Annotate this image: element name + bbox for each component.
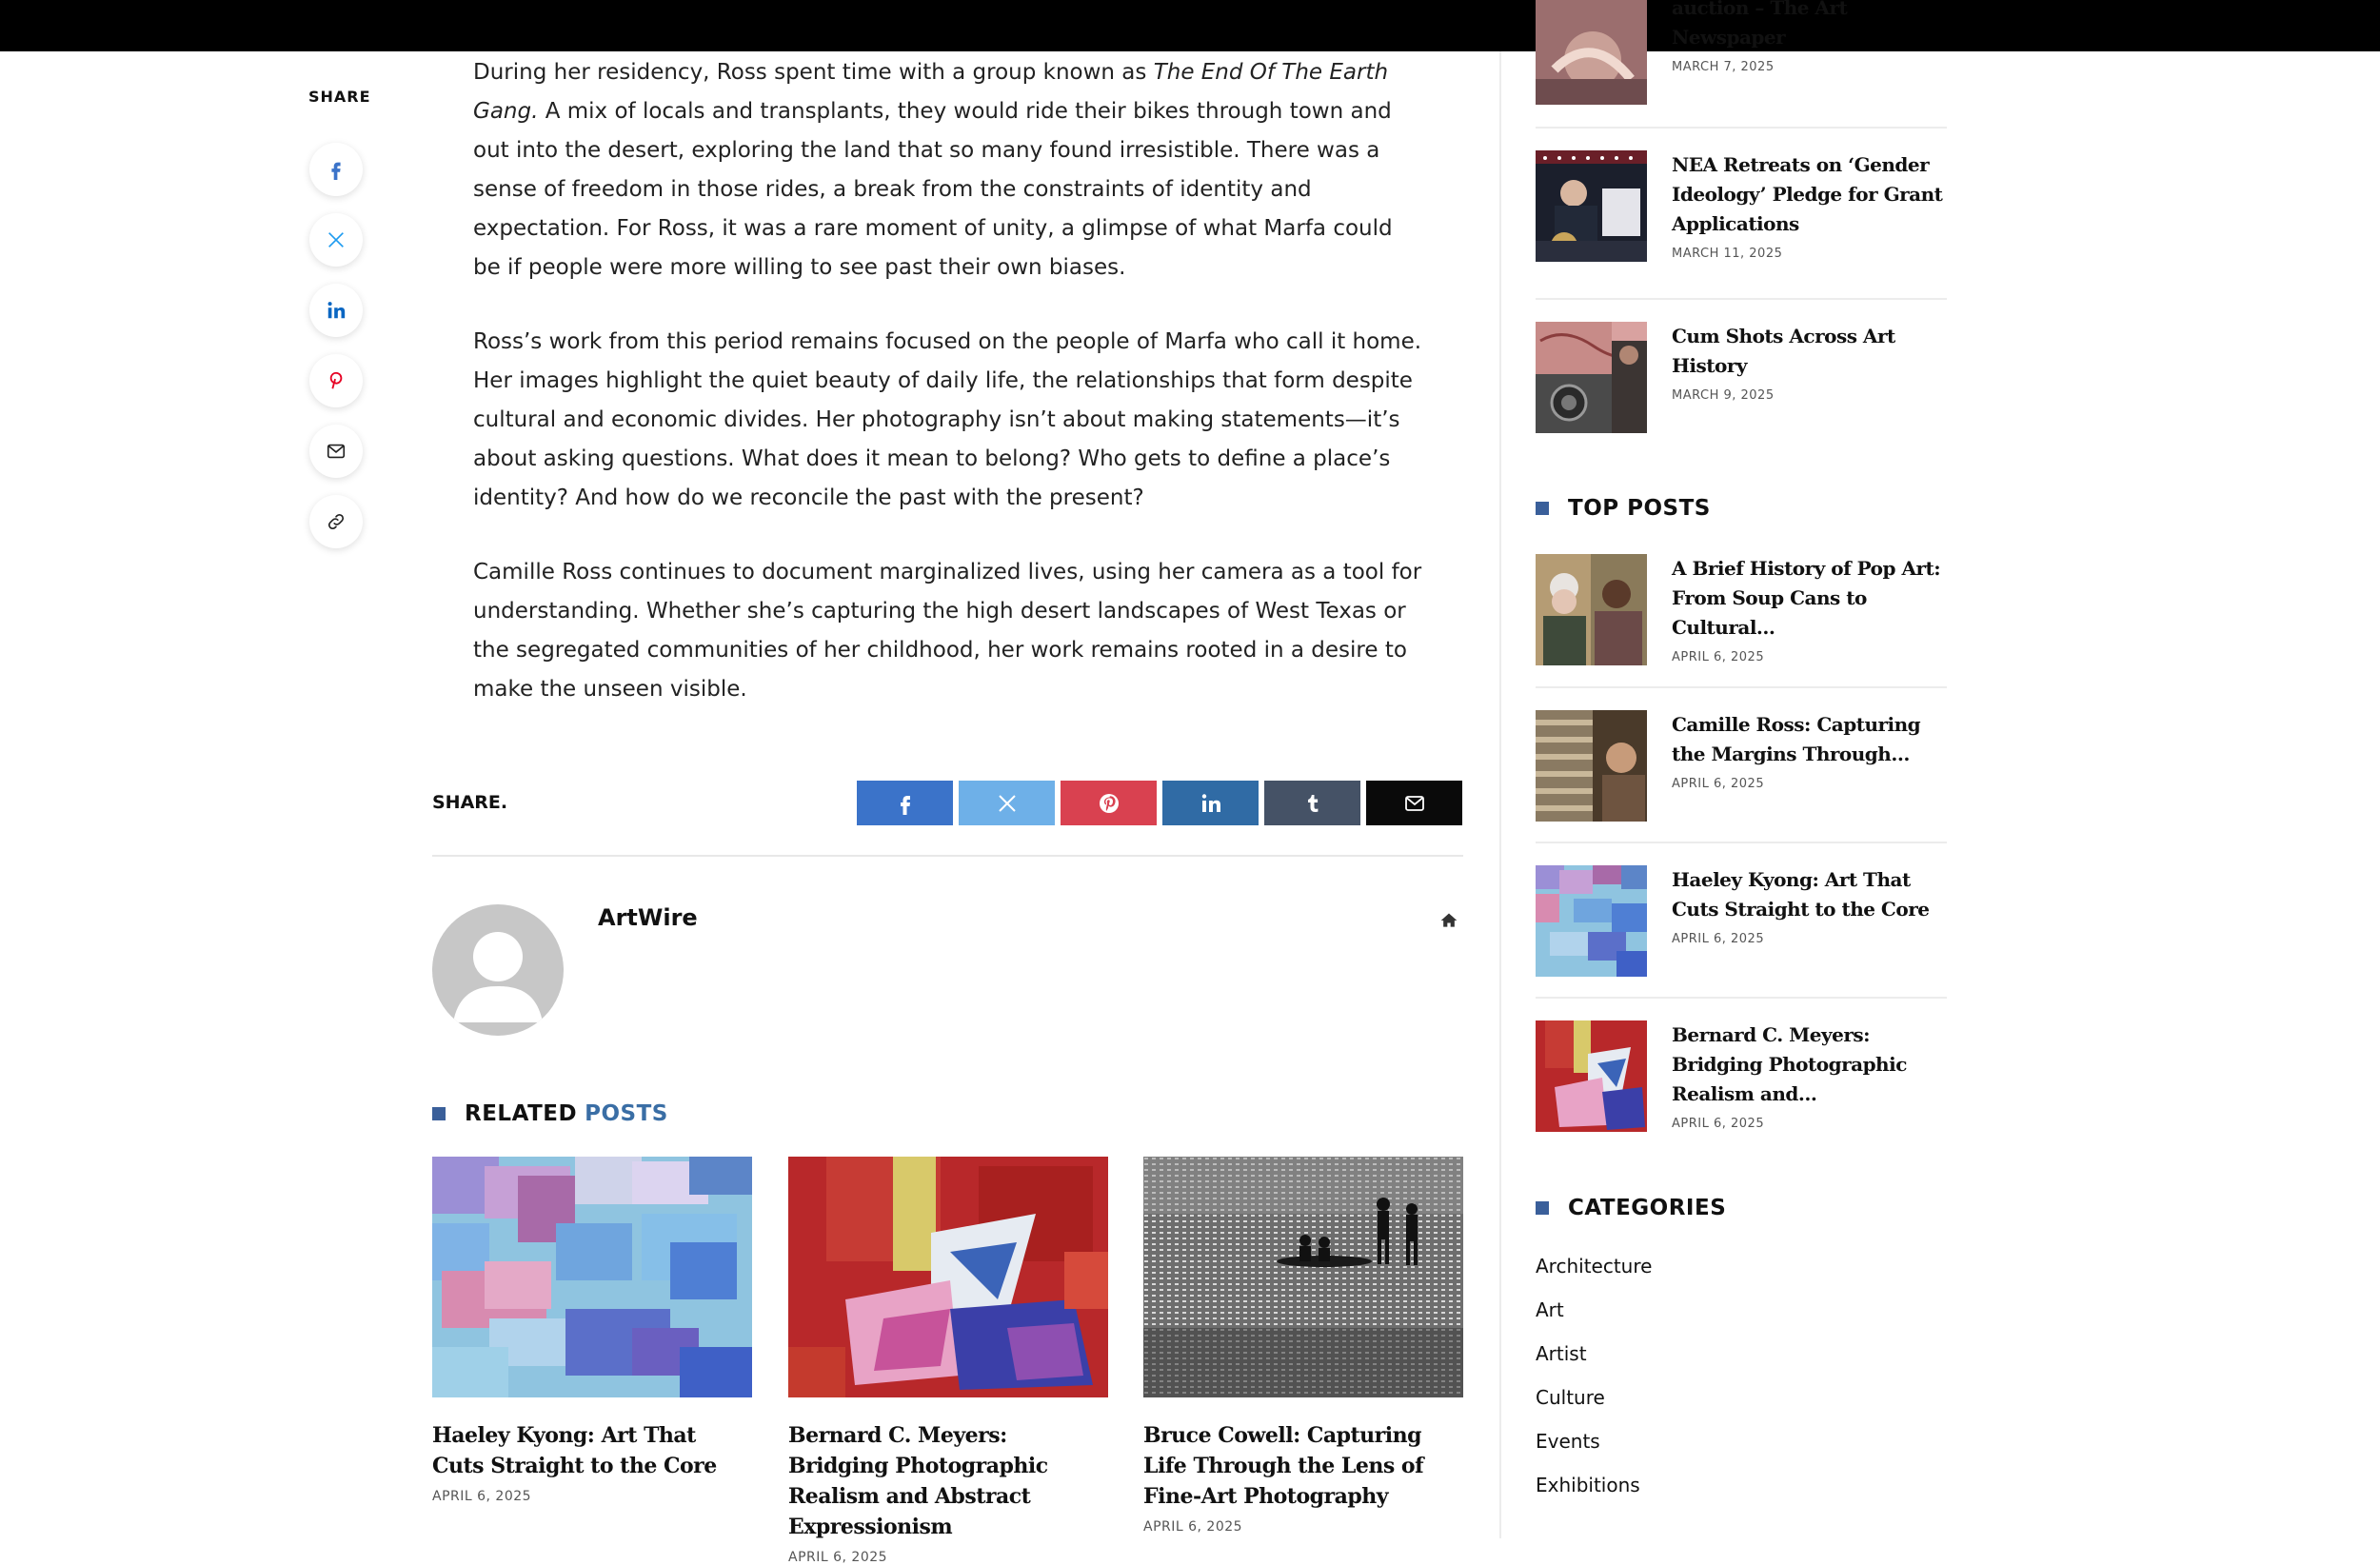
top-post-thumbnail[interactable] (1536, 710, 1647, 822)
sidebar-post-item[interactable] (1536, 322, 1947, 433)
author-avatar[interactable] (432, 904, 564, 1036)
pinterest-icon (326, 370, 347, 391)
top-post-item[interactable] (1536, 1020, 1947, 1132)
category-link-events[interactable]: Events (1536, 1430, 1600, 1453)
share-row-pinterest-button[interactable] (1061, 781, 1157, 825)
pinterest-icon (1098, 792, 1121, 815)
share-pinterest-button[interactable] (309, 354, 363, 407)
sidebar-post-text (1672, 554, 1948, 664)
section-square-icon (1536, 502, 1549, 515)
share-x-button[interactable] (309, 213, 363, 267)
category-link-artist[interactable]: Artist (1536, 1342, 1587, 1365)
related-posts-heading: RELATED POSTS (432, 1101, 668, 1126)
home-icon[interactable] (1439, 911, 1458, 930)
related-post-card[interactable] (788, 1157, 1108, 1565)
top-post-item[interactable] (1536, 710, 1947, 822)
top-post-item[interactable] (1536, 865, 1947, 977)
related-post-date: APRIL 6, 2025 (432, 1489, 532, 1504)
share-divider (432, 855, 1463, 857)
article-body (473, 53, 1425, 744)
top-post-title[interactable]: Haeley Kyong: Art That Cuts Straight to the Core (1672, 868, 1930, 921)
top-post-date: APRIL 6, 2025 (1672, 650, 1765, 664)
share-row-email-button[interactable] (1366, 781, 1462, 825)
category-link-architecture[interactable]: Architecture (1536, 1255, 1653, 1278)
category-link-art[interactable]: Art (1536, 1298, 1564, 1321)
sidebar-post-date: MARCH 9, 2025 (1672, 388, 1775, 403)
top-posts-heading: TOP POSTS (1536, 496, 1711, 521)
sidebar-separator (1536, 686, 1947, 688)
related-post-image[interactable] (1143, 1157, 1463, 1397)
related-post-date: APRIL 6, 2025 (788, 1550, 888, 1565)
sidebar-separator (1536, 127, 1947, 129)
sidebar-post-item[interactable] (1536, 150, 1947, 262)
sidebar-post-title[interactable]: Cum Shots Across Art History (1672, 325, 1895, 377)
top-post-date: APRIL 6, 2025 (1672, 1117, 1765, 1131)
top-post-title[interactable]: Bernard C. Meyers: Bridging Photographic Realism and… (1672, 1023, 1907, 1105)
article-paragraph-3: Camille Ross continues to document marginalized lives, using her camera as a tool for understanding. Whether she’s capturing the high desert landscapes of West Texas or the segregated communities of her childhood, her work remains rooted in a desire to make the unseen visible. (473, 560, 1422, 702)
top-post-thumbnail[interactable] (1536, 1020, 1647, 1132)
linkedin-icon (1200, 792, 1222, 815)
sidebar-post-thumbnail[interactable] (1536, 0, 1647, 105)
share-facebook-button[interactable] (309, 143, 363, 196)
sidebar-post-thumbnail[interactable] (1536, 150, 1647, 262)
related-post-title[interactable]: Haeley Kyong: Art That Cuts Straight to the Core (432, 1423, 717, 1478)
top-post-date: APRIL 6, 2025 (1672, 777, 1765, 791)
sidebar-post-thumbnail[interactable] (1536, 322, 1647, 433)
sidebar-post-text (1672, 150, 1948, 261)
related-post-image[interactable] (432, 1157, 752, 1397)
share-row-x-button[interactable] (959, 781, 1055, 825)
top-post-title[interactable]: Camille Ross: Capturing the Margins Through… (1672, 713, 1921, 765)
sidebar-separator (1536, 298, 1947, 300)
top-post-thumbnail[interactable] (1536, 554, 1647, 665)
sidebar-post-text (1672, 865, 1948, 946)
sidebar-post-title[interactable]: auction – The Art Newspaper (1672, 0, 1848, 49)
email-icon (1403, 792, 1426, 815)
category-link-exhibitions[interactable]: Exhibitions (1536, 1474, 1640, 1496)
top-post-item[interactable] (1536, 554, 1947, 665)
category-link-culture[interactable]: Culture (1536, 1386, 1605, 1409)
share-row-tumblr-button[interactable] (1264, 781, 1360, 825)
section-square-icon (432, 1107, 446, 1120)
article-paragraph-1: During her residency, Ross spent time with a group known as The End Of The Earth Gang. A mix of locals and transplants, they would ride their bikes through town and out into the desert, exploring the land that so many found irresistible. There was a sense of freedom in those rides, a break from the constraints of identity and expectation. For Ross, it was a rare moment of unity, a glimpse of what Marfa could be if people were more willing to see past their own biases. (473, 60, 1393, 280)
related-post-image[interactable] (788, 1157, 1108, 1397)
x-twitter-icon (326, 229, 347, 250)
sidebar-separator (1536, 997, 1947, 999)
share-row-label: SHARE. (432, 792, 508, 813)
tumblr-icon (1301, 792, 1324, 815)
sidebar-post-date: MARCH 7, 2025 (1672, 60, 1775, 74)
related-post-date: APRIL 6, 2025 (1143, 1519, 1243, 1535)
share-float-label: SHARE (308, 88, 371, 106)
email-icon (326, 441, 347, 462)
related-post-title[interactable]: Bernard C. Meyers: Bridging Photographic Realism and Abstract Expressionism (788, 1423, 1048, 1539)
share-link-button[interactable] (309, 495, 363, 548)
article-paragraph-2: Ross’s work from this period remains focused on the people of Marfa who call it home. Her images highlight the quiet beauty of daily life, the relationships that form despite cultural and economic divides. Her photography isn’t about making statements—it’s about asking questions. What does it mean to belong? Who gets to define a place’s identity? And how do we reconcile the past with the present? (473, 329, 1422, 510)
gang-name-italic: The End Of The Earth Gang. (473, 60, 1389, 124)
share-row-linkedin-button[interactable] (1162, 781, 1259, 825)
sidebar-post-text (1672, 0, 1948, 74)
top-post-title[interactable]: A Brief History of Pop Art: From Soup Cans to Cultural… (1672, 557, 1941, 639)
top-black-bar (0, 0, 2380, 51)
sidebar-post-title[interactable]: NEA Retreats on ‘Gender Ideology’ Pledge for Grant Applications (1672, 153, 1943, 235)
default-avatar-icon (432, 904, 564, 1036)
facebook-icon (326, 159, 347, 180)
related-post-card[interactable] (432, 1157, 752, 1504)
sidebar-post-item[interactable] (1536, 0, 1947, 92)
share-row-facebook-button[interactable] (857, 781, 953, 825)
sidebar-post-text (1672, 1020, 1948, 1131)
facebook-icon (894, 792, 917, 815)
linkedin-icon (326, 300, 347, 321)
top-post-thumbnail[interactable] (1536, 865, 1647, 977)
share-email-button[interactable] (309, 425, 363, 478)
sidebar-post-text (1672, 710, 1948, 791)
section-square-icon (1536, 1201, 1549, 1215)
link-icon (326, 511, 347, 532)
top-post-date: APRIL 6, 2025 (1672, 932, 1765, 946)
categories-heading: CATEGORIES (1536, 1196, 1726, 1220)
x-twitter-icon (996, 792, 1019, 815)
author-name-link[interactable]: ArtWire (598, 904, 698, 931)
sidebar-post-text (1672, 322, 1948, 403)
related-post-card[interactable] (1143, 1157, 1463, 1535)
related-post-title[interactable]: Bruce Cowell: Capturing Life Through the Lens of Fine-Art Photography (1143, 1423, 1424, 1509)
sidebar-separator (1536, 842, 1947, 843)
share-linkedin-button[interactable] (309, 284, 363, 337)
sidebar-divider (1499, 51, 1501, 1538)
sidebar-post-date: MARCH 11, 2025 (1672, 247, 1783, 261)
